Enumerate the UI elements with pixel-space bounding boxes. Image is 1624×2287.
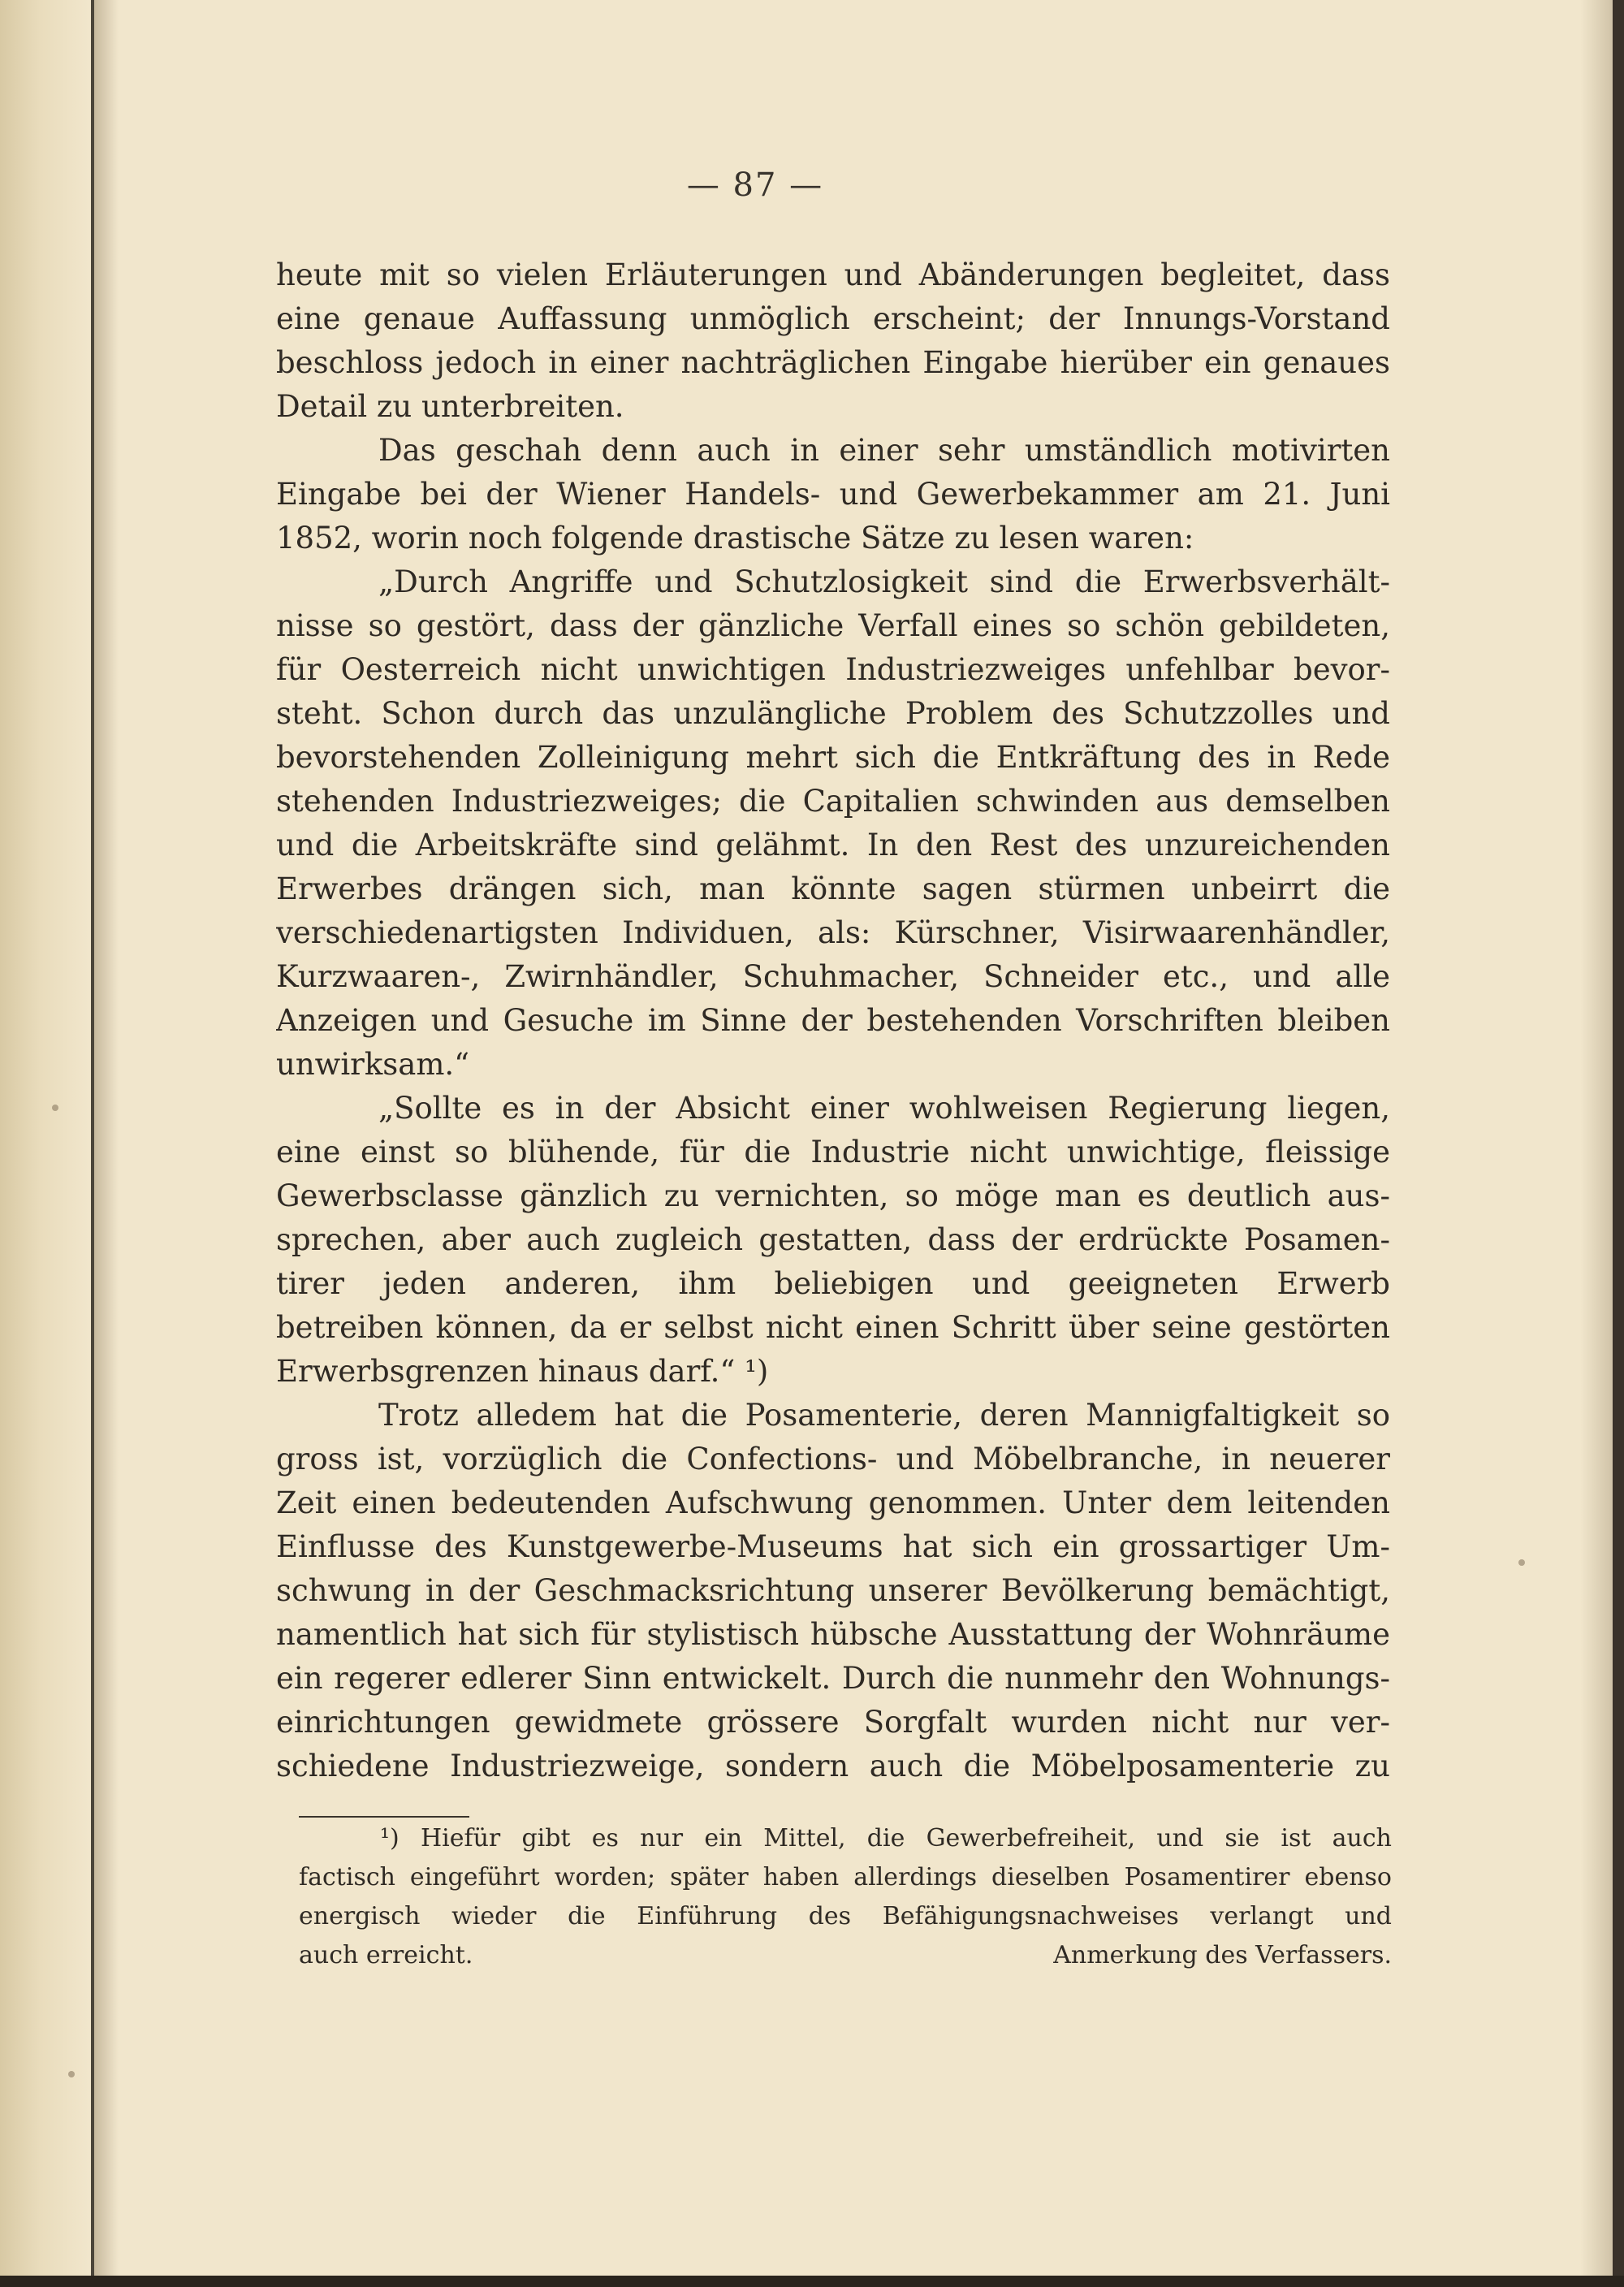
text-line: Detail zu unterbreiten. [276,389,624,424]
text-line: Erwerbsgrenzen hinaus darf.“ ¹) [276,1354,769,1389]
text-line: Kurzwaaren-, Zwirnhändler, Schuhmacher, Schneider etc., und alle [276,959,1390,994]
page-number: — 87 — [686,166,824,204]
text-line: heute mit so vielen Erläuterungen und Abänderungen begleitet, dass [276,257,1390,292]
spot-mark [52,1105,58,1111]
spot-mark [68,2071,75,2077]
text-line: eine genaue Auffassung unmöglich erscheint; der Innungs-Vorstand [276,301,1390,336]
text-line: Das geschah denn auch in einer sehr umständlich motivirten [378,433,1390,468]
right-page-edge [1613,0,1624,2287]
text-line: Anzeigen und Gesuche im Sinne der bestehenden Vorschriften bleiben [276,1003,1390,1038]
spot-mark [1518,1559,1525,1566]
text-line: „Sollte es in der Absicht einer wohlweisen Regierung liegen, [378,1091,1390,1126]
text-line: Einflusse des Kunstgewerbe-Museums hat sich ein grossartiger Um- [276,1529,1390,1564]
footnote-line: ¹) Hiefür gibt es nur ein Mittel, die Gewerbefreiheit, und sie ist auch [380,1824,1392,1853]
text-line: und die Arbeitskräfte sind gelähmt. In den Rest des unzureichenden [276,828,1390,862]
footnote-last-line [299,1936,1392,1975]
text-line: Trotz alledem hat die Posamenterie, deren Mannigfaltigkeit so [378,1398,1390,1433]
footnote [299,1819,1392,1975]
footnote-line: factisch eingeführt worden; später haben allerdings dieselben Posamentirer ebenso [299,1863,1392,1891]
text-line: Gewerbsclasse gänzlich zu vernichten, so möge man es deutlich aus- [276,1178,1390,1213]
page-binding [0,0,89,2287]
text-line: bevorstehenden Zolleinigung mehrt sich die Entkräftung des in Rede [276,740,1390,775]
body-text [276,253,1390,1788]
text-line: nisse so gestört, dass der gänzliche Verfall eines so schön gebildeten, [276,608,1390,643]
text-line: ein regerer edlerer Sinn entwickelt. Durch die nunmehr den Wohnungs- [276,1661,1390,1696]
text-line: stehenden Industriezweiges; die Capitalien schwinden aus demselben [276,784,1390,819]
text-line: unwirksam.“ [276,1047,470,1082]
bottom-page-edge [0,2276,1624,2287]
text-line: Zeit einen bedeutenden Aufschwung genommen. Unter dem leitenden [276,1485,1390,1520]
footnote-line: energisch wieder die Einführung des Befähigungsnachweises verlangt und [299,1902,1392,1930]
text-line: „Durch Angriffe und Schutzlosigkeit sind die Erwerbsverhält- [378,564,1390,599]
footnote-closing-text: auch erreicht. [299,1941,473,1969]
text-line: Eingabe bei der Wiener Handels- und Gewerbekammer am 21. Juni [276,477,1390,512]
footnote-divider [299,1816,469,1818]
text-line: gross ist, vorzüglich die Confections- und Möbelbranche, in neuerer [276,1442,1390,1476]
text-line: schiedene Industriezweige, sondern auch die Möbelposamenterie zu [276,1749,1390,1783]
text-line: Erwerbes drängen sich, man könnte sagen stürmen unbeirrt die [276,871,1390,906]
text-line: 1852, worin noch folgende drastische Sätze zu lesen waren: [276,521,1194,556]
spine-shadow [94,0,119,2287]
text-line: steht. Schon durch das unzulängliche Problem des Schutzzolles und [276,696,1390,731]
text-line: namentlich hat sich für stylistisch hübsche Ausstattung der Wohnräume [276,1617,1390,1652]
text-line: betreiben können, da er selbst nicht einen Schritt über seine gestörten [276,1310,1390,1345]
text-line: schwung in der Geschmacksrichtung unserer Bevölkerung bemächtigt, [276,1573,1390,1608]
text-line: sprechen, aber auch zugleich gestatten, dass der erdrückte Posamen- [276,1222,1390,1257]
right-edge-shadow [1580,0,1613,2287]
text-line: beschloss jedoch in einer nachträglichen Eingabe hierüber ein genaues [276,345,1390,380]
text-line: einrichtungen gewidmete grössere Sorgfalt wurden nicht nur ver- [276,1705,1390,1740]
footnote-attribution: Anmerkung des Verfassers. [1053,1941,1392,1969]
text-line: tirer jeden anderen, ihm beliebigen und geeigneten Erwerb [276,1266,1390,1301]
text-line: eine einst so blühende, für die Industrie nicht unwichtige, fleissige [276,1135,1390,1169]
text-line: für Oesterreich nicht unwichtigen Industriezweiges unfehlbar bevor- [276,652,1390,687]
text-line: verschiedenartigsten Individuen, als: Kürschner, Visirwaarenhändler, [276,915,1390,950]
